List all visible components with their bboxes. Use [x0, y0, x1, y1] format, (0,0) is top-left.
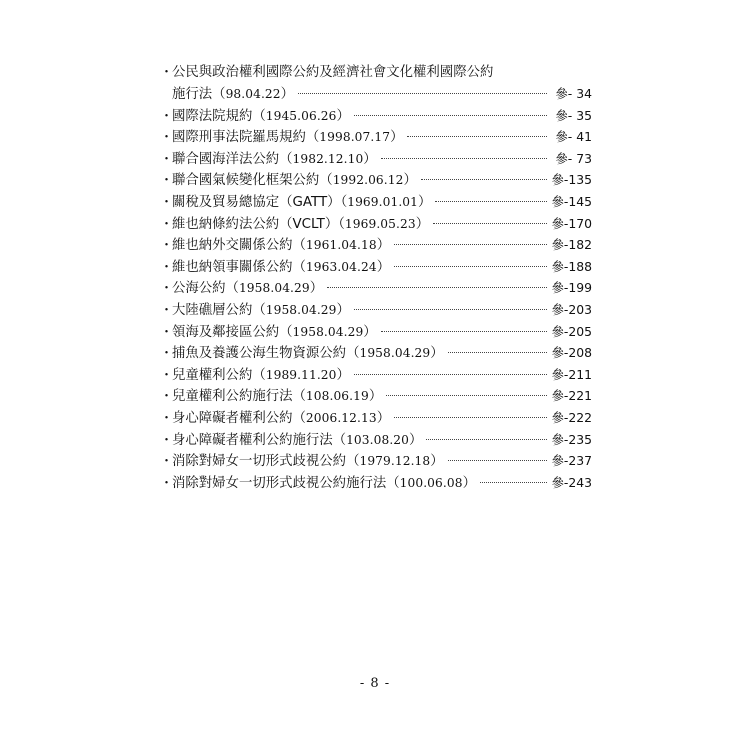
toc-entry	[160, 213, 592, 235]
dot-leader	[426, 439, 547, 440]
toc-entry-page: 參-237	[551, 453, 592, 469]
toc-entry-page: 參-235	[551, 431, 592, 447]
bullet: ・	[160, 410, 174, 426]
toc-entry-page: 參-208	[551, 345, 592, 361]
toc-entry-page: 參-222	[551, 409, 592, 425]
toc-entry-title: 維也納領事關係公約（1963.04.24）	[172, 259, 391, 275]
dot-leader	[381, 331, 547, 332]
bullet: ・	[160, 432, 174, 448]
toc-entry	[160, 256, 592, 278]
toc-entry-date: 108.06.19	[305, 389, 369, 404]
bullet: ・	[160, 259, 174, 275]
dot-leader	[354, 374, 547, 375]
toc-entry-title: 公民與政治權利國際公約及經濟社會文化權利國際公約	[172, 65, 494, 80]
toc-entry	[160, 234, 592, 256]
toc-entry-date: 1958.04.29	[238, 281, 310, 296]
table-of-contents	[160, 62, 592, 493]
dot-leader	[327, 287, 547, 288]
dot-leader	[433, 223, 547, 224]
toc-entry-date: 1945.06.26	[265, 108, 337, 123]
toc-entry-date: 1958.04.29	[359, 346, 431, 361]
toc-entry	[160, 299, 592, 321]
toc-entry-date: 1969.01.01	[347, 194, 418, 209]
toc-entry-date: 98.04.22	[225, 87, 281, 101]
toc-entry-title: 大陸礁層公約（1958.04.29）	[172, 302, 350, 318]
toc-entry-iccpr-line1	[160, 62, 592, 83]
toc-entry-page: 參-211	[551, 366, 592, 382]
toc-entry-date: 1969.05.23	[344, 216, 416, 231]
toc-entry-title: 消除對婦女一切形式歧視公約（1979.12.18）	[172, 454, 444, 470]
toc-entry-date: 1963.04.24	[305, 259, 377, 274]
toc-entry-page: 參-199	[551, 280, 592, 296]
toc-entry-title: 捕魚及養護公海生物資源公約（1958.04.29）	[172, 346, 444, 362]
bullet: ・	[160, 151, 174, 167]
toc-entry-page: 參- 35	[555, 107, 592, 123]
bullet: ・	[160, 281, 174, 297]
toc-entry-page: 參-135	[551, 172, 592, 188]
bullet: ・	[160, 216, 174, 232]
dot-leader	[448, 352, 547, 353]
toc-entry-date: 1979.12.18	[359, 454, 431, 469]
toc-entry-title: 兒童權利公約（1989.11.20）	[172, 367, 350, 383]
dot-leader	[394, 244, 547, 245]
bullet: ・	[160, 367, 174, 383]
toc-entry	[160, 450, 592, 472]
toc-entry-page: 參-145	[551, 193, 592, 209]
toc-entry	[160, 321, 592, 343]
toc-entry-page: 參-203	[551, 301, 592, 317]
toc-entry-title: 兒童權利公約施行法（108.06.19）	[172, 389, 383, 405]
toc-entry-date: 100.06.08	[399, 475, 463, 490]
toc-entry-date: 1989.11.20	[265, 367, 337, 382]
toc-entry-title: 國際法院規約（1945.06.26）	[172, 108, 350, 124]
toc-entry-page: 參- 34	[555, 86, 592, 101]
bullet: ・	[160, 173, 174, 189]
toc-entry-date: 1982.12.10	[292, 151, 364, 166]
toc-entry	[160, 429, 592, 451]
toc-entry-title: 領海及鄰接區公約（1958.04.29）	[172, 324, 377, 340]
toc-entry-date: 1958.04.29	[292, 324, 364, 339]
toc-entry-iccpr-line2	[160, 83, 592, 105]
page-number: - 8 -	[359, 676, 391, 691]
toc-entry-date: 2006.12.13	[305, 410, 377, 425]
dot-leader	[298, 93, 547, 94]
toc-entry-date: 103.08.20	[346, 432, 410, 447]
dot-leader	[448, 460, 547, 461]
dot-leader	[394, 417, 547, 418]
toc-entry-title: 公海公約（1958.04.29）	[172, 281, 324, 297]
toc-entry-date: 1958.04.29	[265, 302, 337, 317]
toc-entry-page: 參-243	[551, 474, 592, 490]
toc-entry-title: 聯合國海洋法公約（1982.12.10）	[172, 151, 377, 167]
toc-entry-title: 關稅及貿易總協定（GATT）（1969.01.01）	[172, 194, 432, 210]
toc-entry-page: 參- 73	[555, 150, 592, 166]
dot-leader	[421, 179, 547, 180]
bullet: ・	[160, 238, 174, 254]
bullet: ・	[160, 108, 174, 124]
bullet: ・	[160, 302, 174, 318]
dot-leader	[435, 201, 547, 202]
dot-leader	[354, 309, 547, 310]
toc-entry	[160, 169, 592, 191]
bullet: ・	[160, 389, 174, 405]
toc-entry-page: 參-182	[551, 237, 592, 253]
toc-entry-date: 1961.04.18	[305, 238, 377, 253]
bullet: ・	[160, 454, 174, 470]
toc-entry	[160, 126, 592, 148]
dot-leader	[386, 395, 547, 396]
toc-entry-title: 身心障礙者權利公約施行法（103.08.20）	[172, 432, 423, 448]
dot-leader	[480, 482, 547, 483]
toc-entry-page: 參-188	[551, 258, 592, 274]
toc-entry-title: 聯合國氣候變化框架公約（1992.06.12）	[172, 173, 417, 189]
dot-leader	[394, 266, 547, 267]
toc-entry-page: 參-205	[551, 323, 592, 339]
toc-entry-page: 參-170	[551, 215, 592, 231]
toc-entry	[160, 407, 592, 429]
toc-entry	[160, 342, 592, 364]
toc-entry	[160, 385, 592, 407]
toc-entry	[160, 191, 592, 213]
toc-entry	[160, 277, 592, 299]
toc-entry	[160, 148, 592, 170]
toc-entry	[160, 105, 592, 127]
bullet: ・	[160, 324, 174, 340]
bullet: ・	[160, 65, 174, 80]
toc-entry-page: 參-221	[551, 388, 592, 404]
dot-leader	[381, 158, 547, 159]
bullet: ・	[160, 475, 174, 491]
toc-entry-date: 1992.06.12	[332, 173, 404, 188]
toc-entry-title-cont: 施行法（98.04.22）	[172, 87, 295, 102]
toc-entry-date: 1998.07.17	[319, 130, 391, 145]
toc-entry-title: 維也納條約法公約（VCLT）（1969.05.23）	[172, 216, 430, 232]
toc-entry-list	[160, 105, 592, 494]
toc-entry-page: 參- 41	[555, 129, 592, 145]
toc-entry-title: 消除對婦女一切形式歧視公約施行法（100.06.08）	[172, 475, 476, 491]
toc-entry-title: 國際刑事法院羅馬規約（1998.07.17）	[172, 130, 404, 146]
bullet: ・	[160, 346, 174, 362]
toc-entry	[160, 364, 592, 386]
toc-entry-title: 維也納外交關係公約（1961.04.18）	[172, 238, 391, 254]
bullet: ・	[160, 194, 174, 210]
toc-entry	[160, 472, 592, 494]
dot-leader	[407, 136, 547, 137]
dot-leader	[354, 115, 547, 116]
toc-entry-title: 身心障礙者權利公約（2006.12.13）	[172, 410, 391, 426]
bullet: ・	[160, 130, 174, 146]
